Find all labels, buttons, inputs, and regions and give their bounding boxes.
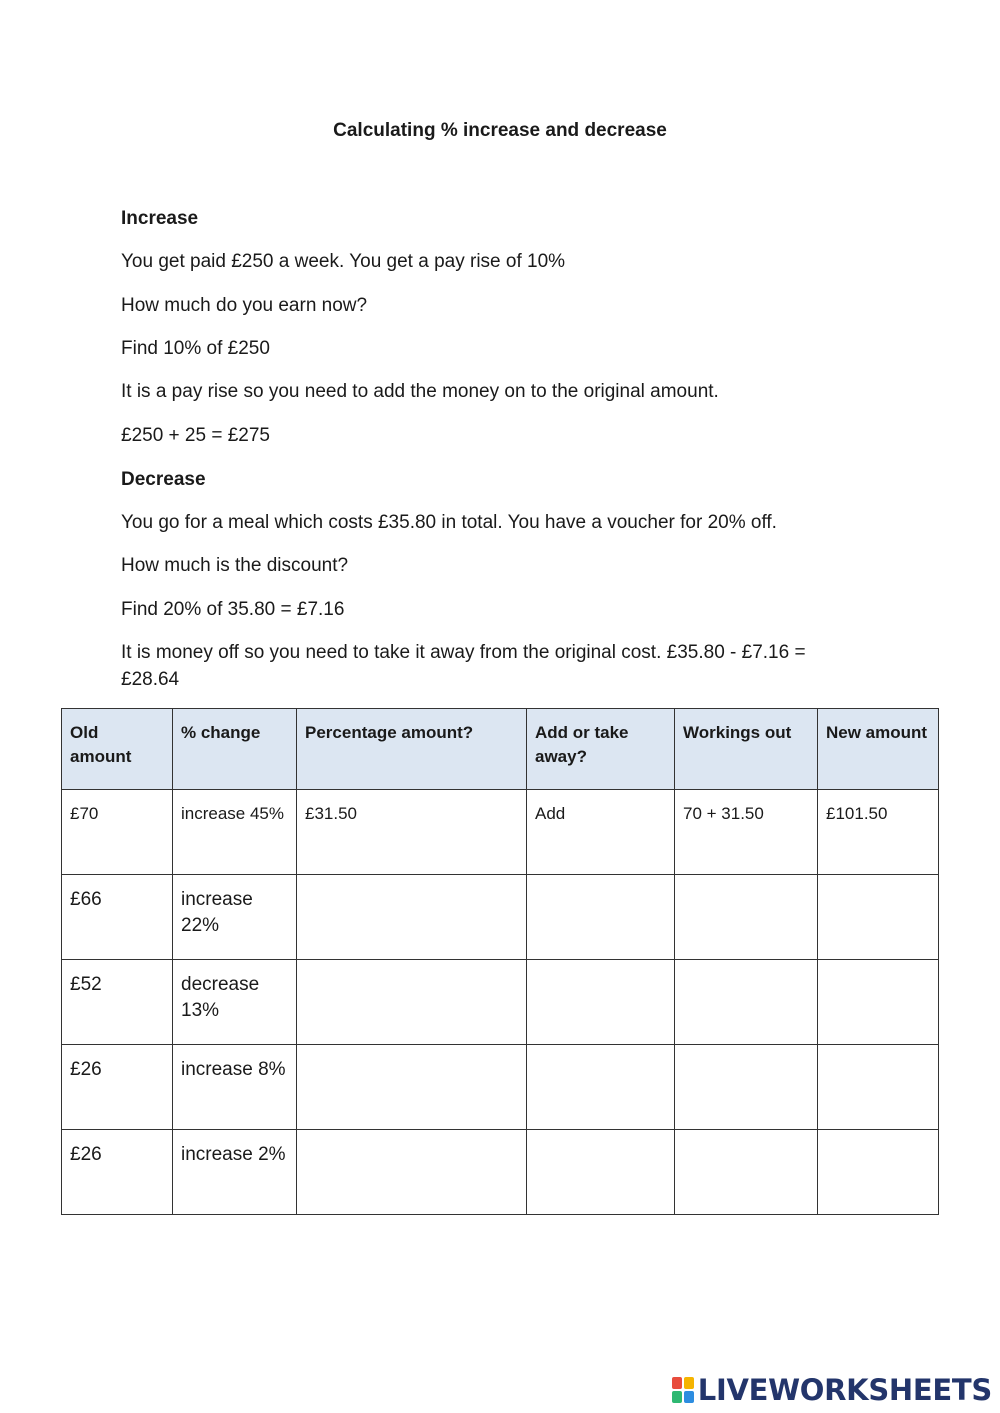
decrease-line: Find 20% of 35.80 = £7.16 (121, 599, 345, 620)
cell-old-amount: £26 (62, 1045, 173, 1130)
table-row (62, 790, 939, 875)
header-percent-change: % change (173, 709, 297, 790)
cell-percentage-amount[interactable] (297, 1045, 527, 1130)
cell-percent-change: decrease 13% (173, 960, 297, 1045)
logo-block (684, 1391, 694, 1403)
cell-workings-out[interactable] (675, 1045, 818, 1130)
cell-workings-out[interactable]: 70 + 31.50 (675, 790, 818, 875)
cell-old-amount: £70 (62, 790, 173, 875)
cell-new-amount[interactable] (818, 960, 939, 1045)
header-new-amount: New amount (818, 709, 939, 790)
cell-add-or-take-away[interactable] (527, 875, 675, 960)
increase-line: How much do you earn now? (121, 295, 368, 316)
header-old-amount: Old amount (62, 709, 173, 790)
page-title: Calculating % increase and decrease (333, 120, 667, 141)
table-row (62, 960, 939, 1045)
table-row (62, 1045, 939, 1130)
cell-new-amount[interactable]: £101.50 (818, 790, 939, 875)
cell-old-amount: £66 (62, 875, 173, 960)
logo-block (672, 1391, 682, 1403)
cell-add-or-take-away[interactable] (527, 960, 675, 1045)
cell-old-amount: £52 (62, 960, 173, 1045)
cell-workings-out[interactable] (675, 1130, 818, 1215)
decrease-heading: Decrease (121, 469, 206, 490)
logo-text: LIVEWORKSHEETS (697, 1373, 992, 1407)
header-workings-out: Workings out (675, 709, 818, 790)
cell-percent-change: increase 45% (173, 790, 297, 875)
increase-line: Find 10% of £250 (121, 338, 270, 359)
increase-line: It is a pay rise so you need to add the money on to the original amount. (121, 381, 719, 402)
table-row (62, 1130, 939, 1215)
decrease-line: It is money off so you need to take it away from the original cost. £35.80 - £7.16 = £28.64 (121, 642, 806, 690)
cell-add-or-take-away[interactable] (527, 1130, 675, 1215)
cell-new-amount[interactable] (818, 875, 939, 960)
cell-add-or-take-away[interactable] (527, 1045, 675, 1130)
cell-old-amount: £26 (62, 1130, 173, 1215)
decrease-line: How much is the discount? (121, 555, 349, 576)
cell-percent-change: increase 8% (173, 1045, 297, 1130)
increase-line: You get paid £250 a week. You get a pay rise of 10% (121, 251, 566, 272)
liveworksheets-logo (672, 1373, 992, 1407)
header-add-or-take-away: Add or take away? (527, 709, 675, 790)
logo-block (672, 1377, 682, 1389)
increase-line: £250 + 25 = £275 (121, 425, 270, 446)
cell-percentage-amount[interactable] (297, 960, 527, 1045)
cell-percentage-amount[interactable]: £31.50 (297, 790, 527, 875)
cell-add-or-take-away[interactable]: Add (527, 790, 675, 875)
cell-percentage-amount[interactable] (297, 1130, 527, 1215)
header-percentage-amount: Percentage amount? (297, 709, 527, 790)
cell-percentage-amount[interactable] (297, 875, 527, 960)
table-header-row (62, 709, 939, 790)
cell-workings-out[interactable] (675, 875, 818, 960)
liveworksheets-logo-icon (672, 1377, 694, 1403)
increase-heading: Increase (121, 208, 199, 229)
cell-new-amount[interactable] (818, 1130, 939, 1215)
cell-percent-change: increase 2% (173, 1130, 297, 1215)
cell-workings-out[interactable] (675, 960, 818, 1045)
logo-block (684, 1377, 694, 1389)
cell-percent-change: increase 22% (173, 875, 297, 960)
cell-new-amount[interactable] (818, 1045, 939, 1130)
percentage-table (61, 708, 939, 1215)
decrease-line: You go for a meal which costs £35.80 in total. You have a voucher for 20% off. (121, 512, 777, 533)
table-row (62, 875, 939, 960)
